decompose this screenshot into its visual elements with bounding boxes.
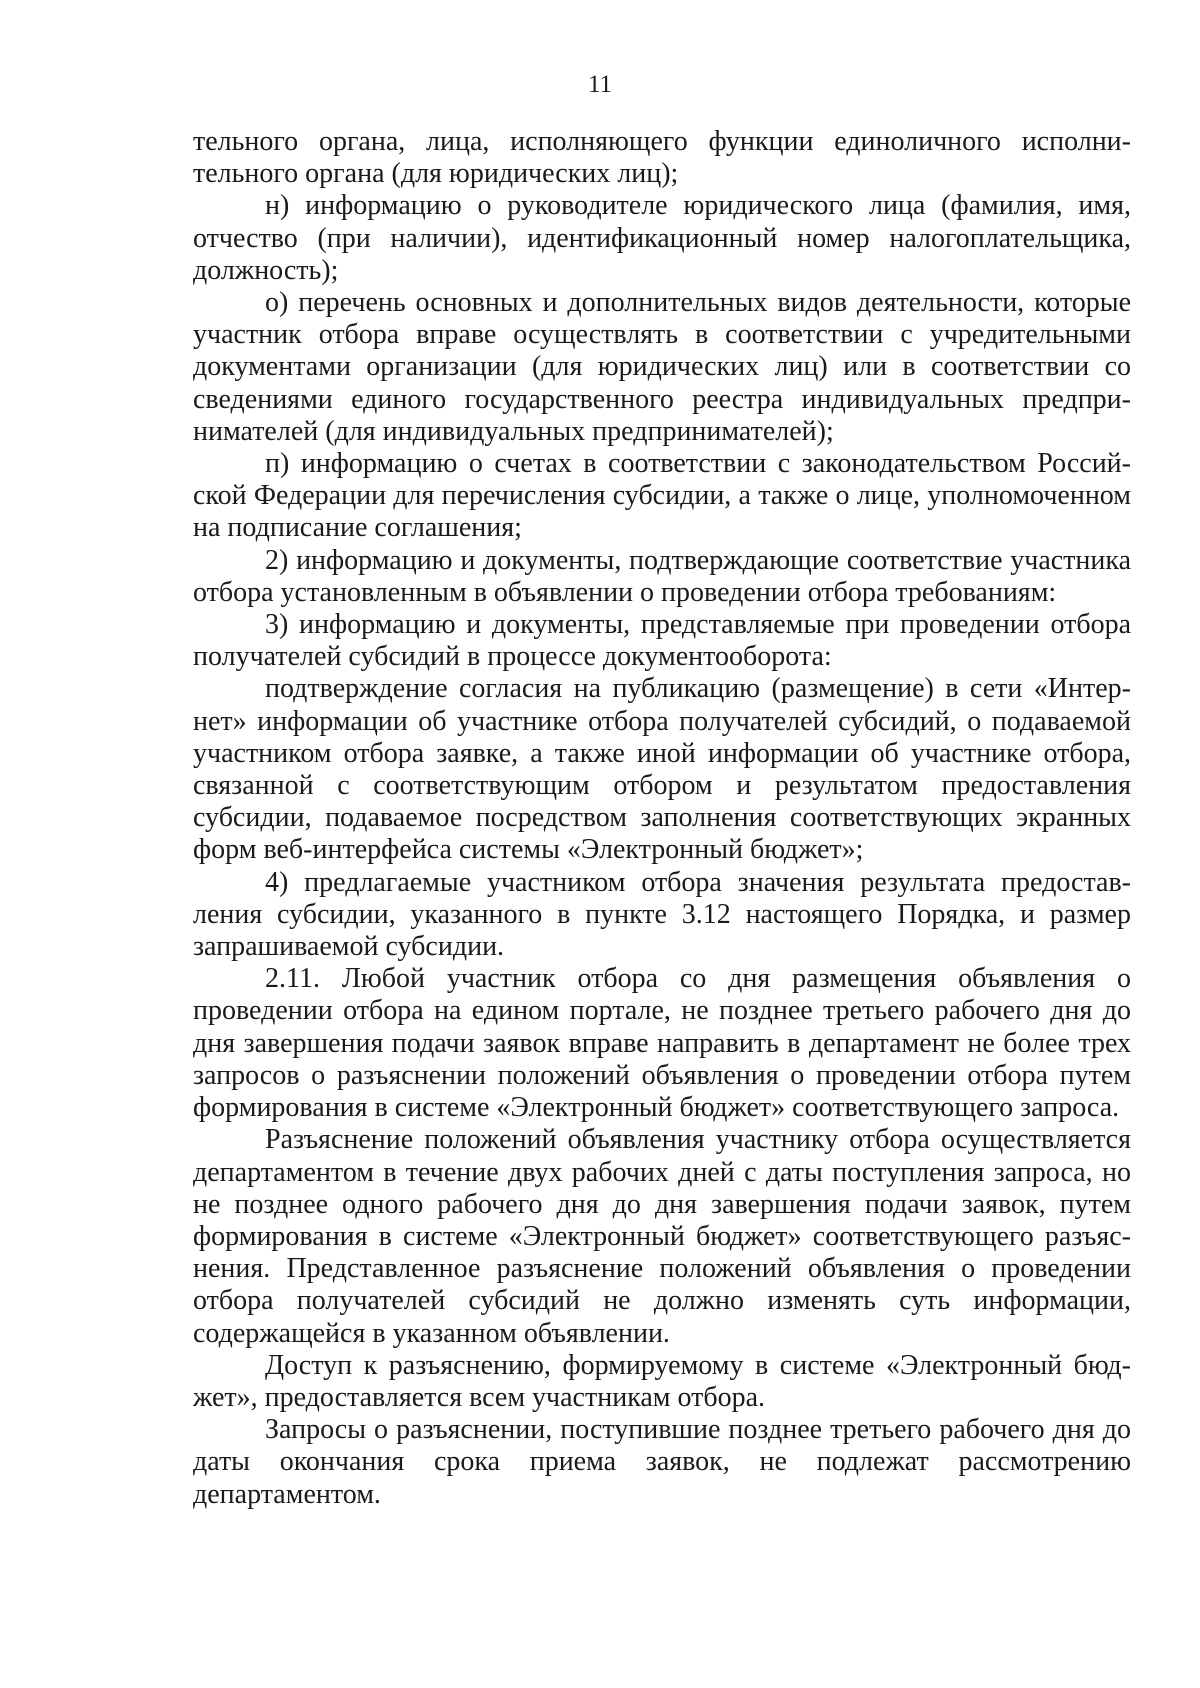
paragraph-item-n: н) информацию о руководителе юридического лица (фамилия, имя, отчество (при наличии), идентификационный номер налогоплательщика, должность); xyxy=(193,190,1131,286)
paragraph-continuation: тельного органа, лица, исполняющего функции единоличного исполнительного органа (для юридических лиц); xyxy=(193,126,1131,190)
paragraph-item-o: о) перечень основных и дополнительных видов деятельности, которые участник отбора вправе осуществлять в соответствии с учредительными документами организации (для юридических лиц) или в соответствии со сведениями единого государственного реестра индивидуальных предпринимателей (для индивидуальных предпринимателей); xyxy=(193,287,1131,447)
paragraph-clarification: Разъяснение положений объявления участнику отбора осуществляется департаментом в течение двух рабочих дней с даты поступления запроса, но не позднее одного рабочего дня до дня завершения подачи заявок, путем формирования в системе «Электронный бюджет» соответствующего разъяснения. Представленное разъяснение положений объявления о проведении отбора получателей субсидий не должно изменять суть информации, содержащейся в указанном объявлении. xyxy=(193,1124,1131,1349)
page-number: 11 xyxy=(587,71,613,98)
paragraph-item-4: 4) предлагаемые участником отбора значения результата предоставления субсидии, указанного в пункте 3.12 настоящего Порядка, и размер запрашиваемой субсидии. xyxy=(193,866,1131,963)
paragraph-item-3: 3) информацию и документы, представляемые при проведении отбора получателей субсидий в процессе документооборота: xyxy=(193,609,1131,673)
paragraph-section-2-11: 2.11. Любой участник отбора со дня размещения объявления о проведении отбора на едином портале, не позднее третьего рабочего дня до дня завершения подачи заявок вправе направить в департамент не более трех запросов о разъяснении положений объявления о проведении отбора путем формирования в системе «Электронный бюджет» соответствующего запроса. xyxy=(193,963,1131,1124)
paragraph-late-requests: Запросы о разъяснении, поступившие позднее третьего рабочего дня до даты окончания срока приема заявок, не подлежат рассмотрению департаментом. xyxy=(193,1414,1131,1510)
paragraph-access: Доступ к разъяснению, формируемому в системе «Электронный бюджет», предоставляется всем участникам отбора. xyxy=(193,1349,1131,1413)
document-body xyxy=(193,126,1131,1511)
paragraph-consent: подтверждение согласия на публикацию (размещение) в сети «Интернет» информации об участнике отбора получателей субсидий, о подаваемой участником отбора заявке, а также иной информации об участнике отбора, связанной с соответствующим отбором и результатом предоставления субсидии, подаваемое посредством заполнения соответствующих экранных форм веб-интерфейса системы «Электронный бюджет»; xyxy=(193,673,1131,866)
paragraph-item-p: п) информацию о счетах в соответствии с законодательством Российской Федерации для перечисления субсидии, а также о лице, уполномоченном на подписание соглашения; xyxy=(193,448,1131,544)
paragraph-item-2: 2) информацию и документы, подтверждающие соответствие участника отбора установленным в объявлении о проведении отбора требованиям: xyxy=(193,544,1131,608)
